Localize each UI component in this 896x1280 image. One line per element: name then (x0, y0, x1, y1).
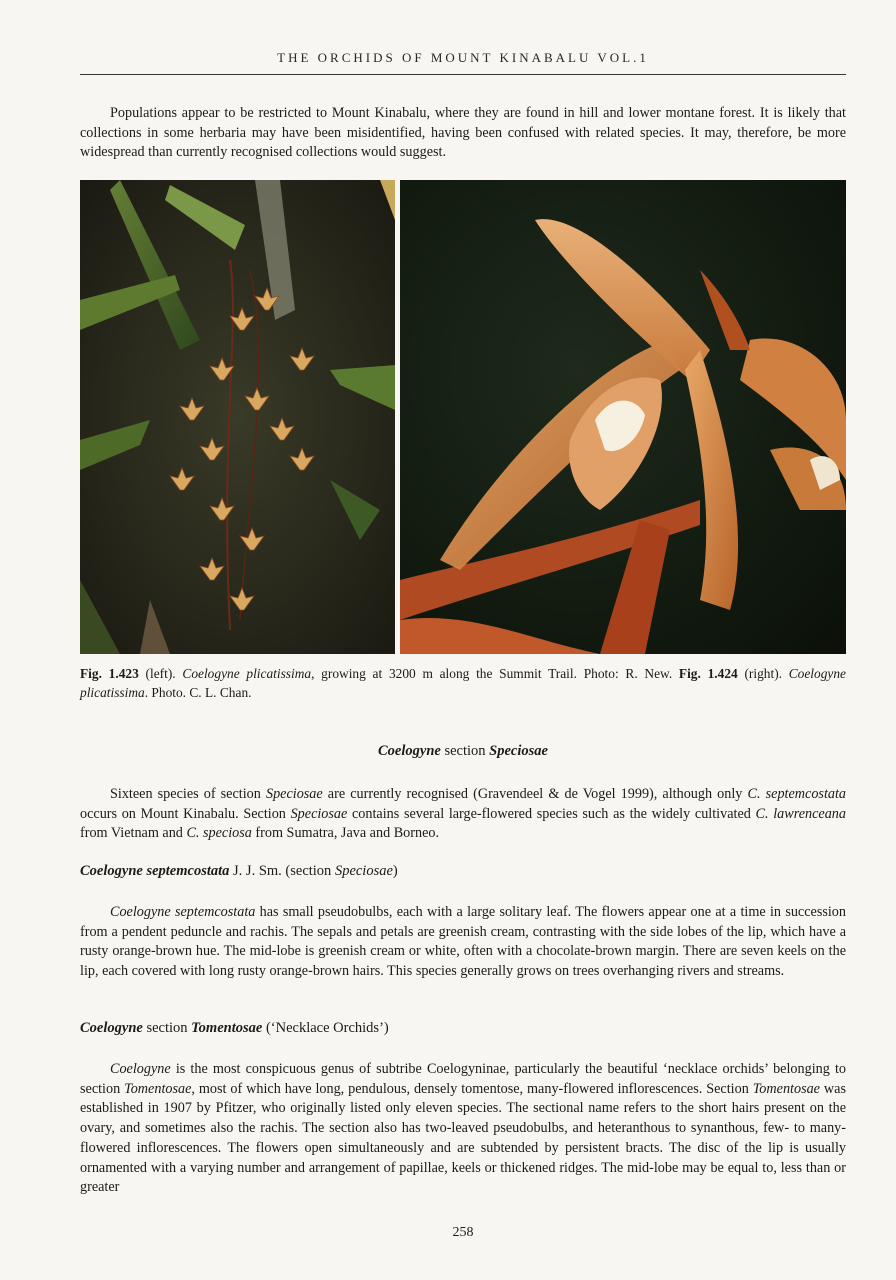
fig-1-424-text: . Photo. C. L. Chan. (144, 685, 252, 700)
text-run: Speciosae (290, 805, 348, 822)
heading-section: Speciosae (489, 743, 548, 759)
text-run: from Vietnam and (80, 825, 187, 842)
fig-1-424-species: Coelogyne plicatissima (80, 666, 846, 700)
header-rule (80, 74, 846, 75)
tomentosae-heading (80, 1020, 846, 1037)
figure-caption (80, 664, 846, 702)
species-close: ) (392, 863, 398, 879)
text-run: contains several large-flowered species such as the widely cultivated (347, 805, 756, 822)
fig-1-423-label: Fig. 1.423 (80, 666, 139, 681)
text-run: Speciosae (265, 786, 323, 802)
text-run: Tomentosae (124, 1080, 192, 1097)
running-head: THE ORCHIDS OF MOUNT KINABALU VOL.1 (277, 50, 649, 65)
text-run: Sixteen species of section (110, 786, 266, 802)
section-speciosae-heading (80, 743, 846, 760)
tomentosae-paragraph (80, 1060, 846, 1198)
heading-section: Tomentosae (191, 1020, 263, 1036)
species-name: Coelogyne septemcostata (80, 863, 230, 879)
fig-1-424-position: (right). (737, 666, 789, 681)
text-run: C. speciosa (186, 825, 252, 842)
text-run: has small pseudobulbs, each with a large solitary leaf. The flowers appear one at a time in succession from a pendent peduncle and rachis. The sepals and petals are greenish cream, contrasting with the side lobes of the lip, which have a rusty orange-brown hue. The mid-lobe is greenish cream or white, often with a chocolate-brown margin. There are seven keels on the lip, each covered with long rusty orange-brown hairs. This species generally grows on trees overhanging rivers and streams. (80, 904, 846, 980)
species-section: Speciosae (334, 863, 393, 879)
septemcostata-heading (80, 863, 846, 880)
species-author: J. J. Sm. (section (229, 863, 335, 879)
fig-1-424-label: Fig. 1.424 (678, 666, 738, 681)
septemcostata-paragraph (80, 903, 846, 982)
text-run: C. septemcostata (747, 786, 847, 802)
orchid-photo-right (400, 180, 846, 654)
heading-common-name: (‘Necklace Orchids’) (262, 1020, 389, 1036)
intro-paragraph: Populations appear to be restricted to Mount Kinabalu, where they are found in hill and lower montane forest. It is likely that collections in some herbaria may have been misidentified, having been confused with related species. It may, therefore, be more widespread than currently recognised collections would suggest. (80, 105, 846, 161)
text-run: Coelogyne septemcostata (110, 904, 256, 920)
text-run: was established in 1907 by Pfitzer, who originally listed only eleven species. The sectional name refers to the short hairs present on the ovary, and sometimes also the rachis. The section also has two-leaved pseudobulbs, and heteranthous to synanthous, few- to many-flowered inflorescences. The flowers open simultaneously and are subtended by persistent bracts. The disc of the lip is usually ornamented with a varying number and arrangement of papillae, keels or thickened ridges. The mid-lobe may be equal to, less than or greater (80, 1080, 846, 1196)
text-run: are currently recognised (Gravendeel & de Vogel 1999), although only (322, 786, 748, 802)
text-run: Tomentosae (752, 1080, 820, 1097)
text-run: occurs on Mount Kinabalu. Section (80, 805, 291, 822)
heading-word: section (440, 743, 490, 759)
heading-word: section (142, 1020, 192, 1036)
text-run: from Sumatra, Java and Borneo. (251, 825, 440, 842)
heading-genus: Coelogyne (378, 743, 441, 759)
text-run: C. lawrenceana (755, 805, 846, 822)
text-run: , most of which have long, pendulous, densely tomentose, many-flowered inflorescences. Section (191, 1080, 753, 1097)
page-number: 258 (452, 1225, 474, 1240)
speciosae-paragraph (80, 785, 846, 844)
text-run: is the most conspicuous genus of subtribe Coelogyninae, particularly the beautiful ‘necklace orchids’ belonging to section (80, 1061, 846, 1097)
fig-1-423-text: , growing at 3200 m along the Summit Trail. Photo: R. New. (311, 666, 679, 681)
heading-genus: Coelogyne (80, 1020, 143, 1036)
text-run: Coelogyne (110, 1061, 171, 1077)
fig-1-423-species: Coelogyne plicatissima (182, 666, 312, 681)
orchid-photo-left (80, 180, 395, 654)
fig-1-423-position: (left). (138, 666, 183, 681)
